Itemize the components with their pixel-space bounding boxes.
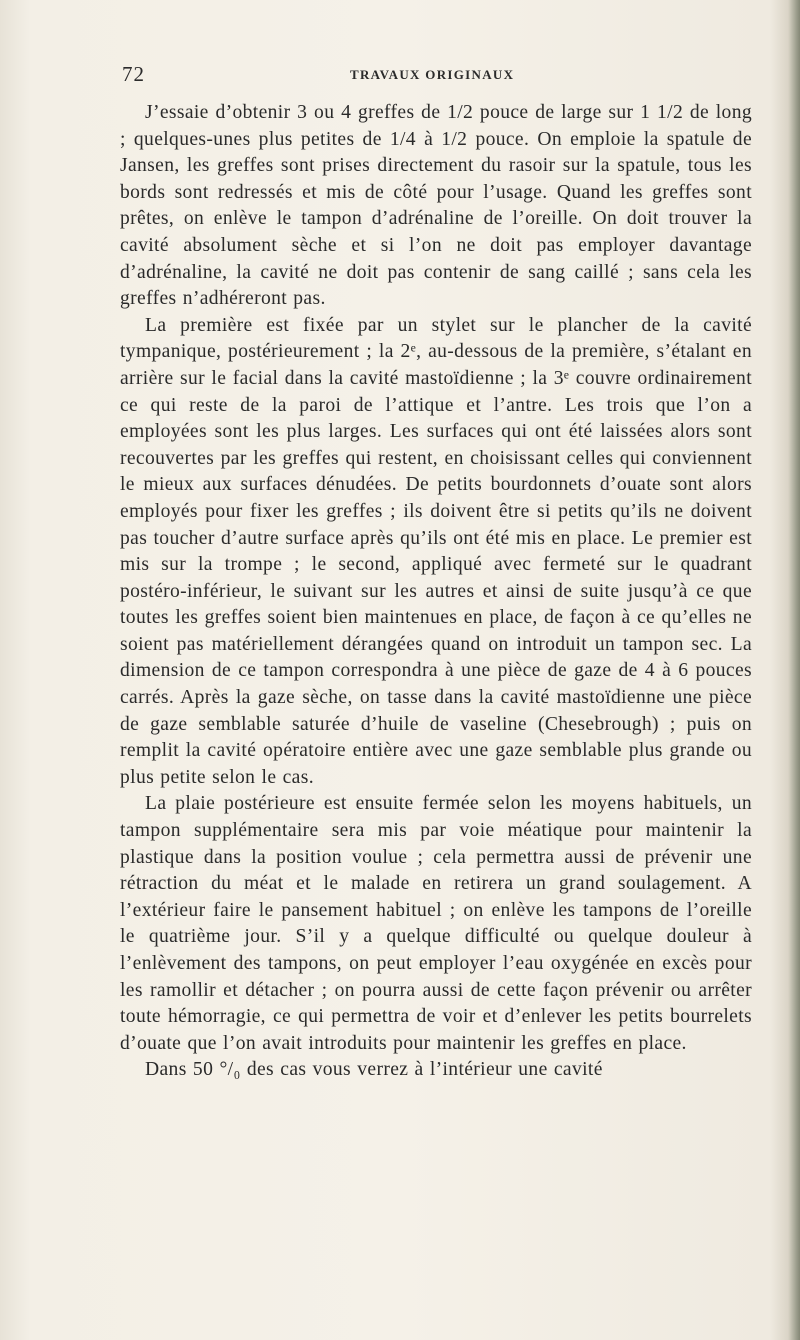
- page-edge-shadow: [788, 0, 800, 1340]
- article-body: [120, 100, 752, 1084]
- running-head: TRAVAUX ORIGINAUX: [350, 67, 515, 82]
- paragraph-3: La plaie postérieure est ensuite fermée selon les moyens habituels, un tampon supplémentaire sera mis par voie méatique pour maintenir la plastique dans la position voulue ; cela permettra aussi de prévenir une rétraction du méat et le malade en retirera un grand soulagement. A l’extérieur faire le pansement habituel ; on enlève les tampons de l’oreille le quatrième jour. S’il y a quelque difficulté ou quelque douleur à l’enlèvement des tampons, on peut employer l’eau oxygénée en excès pour les ramollir et détacher ; on pourra aussi de cette façon prévenir ou arrêter toute hémorragie, ce qui permettra de voir et d’enlever les petits bourrelets d’ouate que l’on avait introduits pour maintenir les greffes en place.: [120, 793, 752, 1054]
- paragraph-4: Dans 50 °/₀ des cas vous verrez à l’intérieur une cavité: [145, 1059, 603, 1081]
- page-header: [0, 62, 800, 92]
- paragraph-2: La première est fixée par un stylet sur le plancher de la cavité tympanique, postérieurement ; la 2ᵉ, au-dessous de la première, s’étalant en arrière sur le facial dans la cavité mastoïdienne ; la 3ᵉ couvre ordinairement ce qui reste de la paroi de l’attique et l’antre. Les trois que l’on a employées sont les plus larges. Les surfaces qui ont été laissées alors sont recouvertes par les greffes qui restent, en choisissant celles qui conviennent le mieux aux surfaces dénudées. De petits bourdonnets d’ouate sont alors employés pour fixer les greffes ; ils doivent être si petits qu’ils ne doivent pas toucher d’autre surface après qu’ils ont été mis en place. Le premier est mis sur la trompe ; le second, appliqué avec fermeté sur le quadrant postéro-inférieur, le suivant sur les autres et ainsi de suite jusqu’à ce que toutes les greffes soient bien maintenues en place, de façon à ce qu’elles ne soient pas matériellement dérangées quand on introduit un tampon sec. La dimension de ce tampon correspondra à une pièce de gaze de 4 à 6 pouces carrés. Après la gaze sèche, on tasse dans la cavité mastoïdienne une pièce de gaze semblable saturée d’huile de vaseline (Chesebrough) ; puis on remplit la cavité opératoire entière avec une gaze semblable plus grande ou plus petite selon le cas.: [120, 314, 752, 788]
- page-number: 72: [122, 62, 145, 86]
- paragraph-1: J’essaie d’obtenir 3 ou 4 greffes de 1/2 pouce de large sur 1 1/2 de long ; quelques-unes plus petites de 1/4 à 1/2 pouce. On emploie la spatule de Jansen, les greffes sont prises directement du rasoir sur la spatule, tous les bords sont redressés et mis de côté pour l’usage. Quand les greffes sont prêtes, on enlève le tampon d’adrénaline de l’oreille. On doit trouver la cavité absolument sèche et si l’on ne doit pas employer davantage d’adrénaline, la cavité ne doit pas contenir de sang caillé ; sans cela les greffes n’adhéreront pas.: [120, 102, 752, 310]
